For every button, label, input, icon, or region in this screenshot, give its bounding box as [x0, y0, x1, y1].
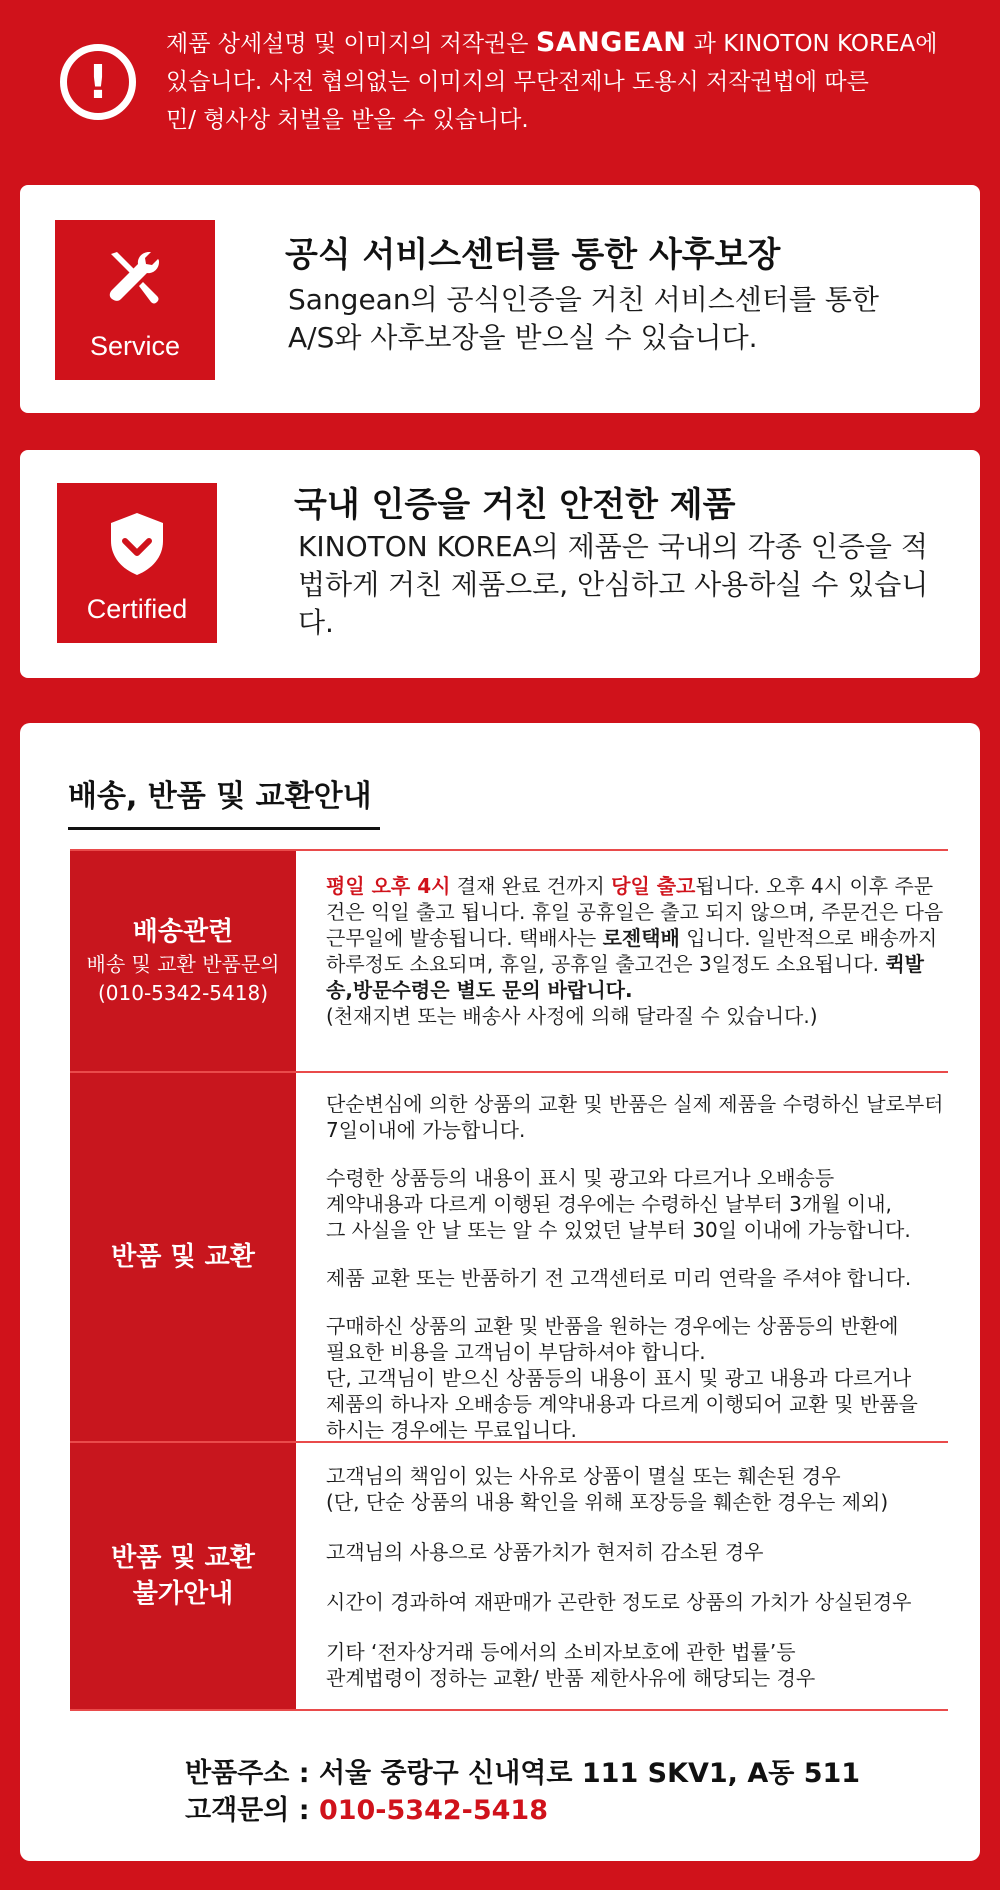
shipping-head-title: 배송관련 — [132, 917, 234, 947]
shipping-return-info — [20, 723, 980, 1861]
not-allowed-p3: 시간이 경과하여 재판매가 곤란한 정도로 상품의 가치가 상실된경우 — [326, 1590, 912, 1614]
certified-title: 국내 인증을 거친 안전한 제품 — [294, 485, 736, 525]
returns-p2a: 수령한 상품등의 내용이 표시 및 광고와 다르거나 오배송등 — [326, 1166, 835, 1190]
returns-p4d: 제품의 하나자 오배송등 계약내용과 다르게 이행되어 교환 및 반품을 — [326, 1392, 918, 1416]
certified-badge-label: Certified — [86, 594, 188, 624]
highlight-sameday: 당일 출고 — [611, 874, 696, 898]
not-allowed-body — [326, 1463, 948, 1691]
service-badge-label: Service — [89, 331, 181, 361]
returns-p4c: 단, 고객님이 받으신 상품등의 내용이 표시 및 광고 내용과 다르거나 — [326, 1366, 912, 1390]
notice-line1-after: 과 KINOTON KOREA에 — [686, 31, 938, 57]
title-underline — [68, 827, 380, 830]
return-address: 서울 중랑구 신내역로 111 SKV1, A동 511 — [318, 1758, 861, 1789]
service-description: Sangean의 공식인증을 거친 서비스센터를 통한 A/S와 사후보장을 받으실 수 있습니다. — [288, 283, 879, 354]
shipping-body — [326, 873, 948, 1029]
address-label: 반품주소 : — [185, 1758, 319, 1789]
notice-line1-before: 제품 상세설명 및 이미지의 저작권은 — [166, 31, 536, 57]
shipping-text-4: (천재지변 또는 배송사 사정에 의해 달라질 수 있습니다.) — [326, 1004, 818, 1028]
shield-check-icon — [107, 511, 167, 577]
certified-description: KINOTON KOREA의 제품은 국내의 각종 인증을 적법하게 거친 제품으로, 안심하고 사용하실 수 있습니다. — [298, 530, 929, 639]
sangean-logo-text: SANGEAN — [535, 27, 687, 58]
shipping-head-sub: 배송 및 교환 반품문의 — [86, 952, 280, 976]
not-allowed-p1a: 고객님의 책임이 있는 사유로 상품이 멸실 또는 훼손된 경우 — [326, 1464, 841, 1488]
not-allowed-head — [70, 1443, 296, 1709]
returns-p4a: 구매하신 상품의 교환 및 반품을 원하는 경우에는 상품등의 반환에 — [326, 1314, 899, 1338]
certified-badge — [57, 483, 217, 643]
returns-p1: 단순변심에 의한 상품의 교환 및 반품은 실제 제품을 수령하신 날로부터 7일이내에 가능합니다. — [326, 1092, 944, 1142]
returns-p4b: 필요한 비용을 고객님이 부담하셔야 합니다. — [326, 1340, 706, 1364]
returns-p2b: 계약내용과 다르게 이행된 경우에는 수령하신 날부터 3개월 이내, — [326, 1192, 892, 1216]
not-allowed-p1b: (단, 단순 상품의 내용 확인을 위해 포장등을 훼손한 경우는 제외) — [326, 1490, 889, 1514]
returns-body — [326, 1091, 948, 1443]
not-allowed-p4b: 관계법령이 정하는 교환/ 반품 제한사유에 해당되는 경우 — [326, 1666, 816, 1690]
warning-icon: ! — [60, 44, 136, 120]
returns-p2c: 그 사실을 안 날 또는 알 수 있었던 날부터 30일 이내에 가능합니다. — [326, 1218, 911, 1242]
returns-head-title: 반품 및 교환 — [111, 1242, 255, 1272]
not-allowed-title-1: 반품 및 교환 — [111, 1543, 255, 1573]
info-title: 배송, 반품 및 교환안내 — [68, 779, 372, 814]
copyright-notice — [0, 0, 1000, 170]
copyright-text — [166, 24, 966, 139]
returns-p3: 제품 교환 또는 반품하기 전 고객센터로 미리 연락을 주셔야 합니다. — [326, 1266, 912, 1290]
return-address-footer — [185, 1755, 860, 1829]
contact-label: 고객문의 : — [185, 1795, 319, 1826]
highlight-time: 평일 오후 4시 — [326, 874, 451, 898]
wrench-screwdriver-icon — [105, 248, 165, 308]
contact-phone: 010-5342-5418 — [318, 1795, 549, 1826]
shipping-head-phone: (010-5342-5418) — [97, 981, 268, 1005]
returns-p4e: 하시는 경우에는 무료입니다. — [326, 1418, 577, 1442]
service-badge — [55, 220, 215, 380]
notice-line2: 있습니다. 사전 협의없는 이미지의 무단전제나 도용시 저작권법에 따른 — [166, 69, 869, 95]
not-allowed-row — [70, 1441, 948, 1711]
service-card — [20, 185, 980, 413]
shipping-text-1: 결재 완료 건까지 — [450, 874, 612, 898]
shipping-row — [70, 849, 948, 1071]
not-allowed-title-2: 불가안내 — [132, 1579, 234, 1609]
not-allowed-p4a: 기타 ‘전자상거래 등에서의 소비자보호에 관한 법률’등 — [326, 1640, 796, 1664]
quick-delivery-note: 퀵발송,방문수령은 별도 문의 바랍니다. — [326, 952, 924, 1002]
shipping-text-3: 입니다. 일반적으로 배송까지 하루정도 소요되며, 휴일, 공휴일 출고건은 3일정도 소요됩니다. — [326, 926, 938, 976]
shipping-text-2: 됩니다. 오후 4시 이후 주문건은 익일 출고 됩니다. 휴일 공휴일은 출고 되지 않으며, 주문건은 다음 근무일에 발송됩니다. 택배사는 — [326, 874, 944, 950]
courier-name: 로젠택배 — [602, 926, 680, 950]
notice-line3: 민/ 형사상 처벌을 받을 수 있습니다. — [166, 107, 529, 133]
certified-card — [20, 450, 980, 678]
returns-head — [70, 1073, 296, 1441]
shipping-head — [70, 851, 296, 1071]
service-title: 공식 서비스센터를 통한 사후보장 — [285, 235, 781, 275]
not-allowed-p2: 고객님의 사용으로 상품가치가 현저히 감소된 경우 — [326, 1540, 764, 1564]
returns-row — [70, 1071, 948, 1441]
